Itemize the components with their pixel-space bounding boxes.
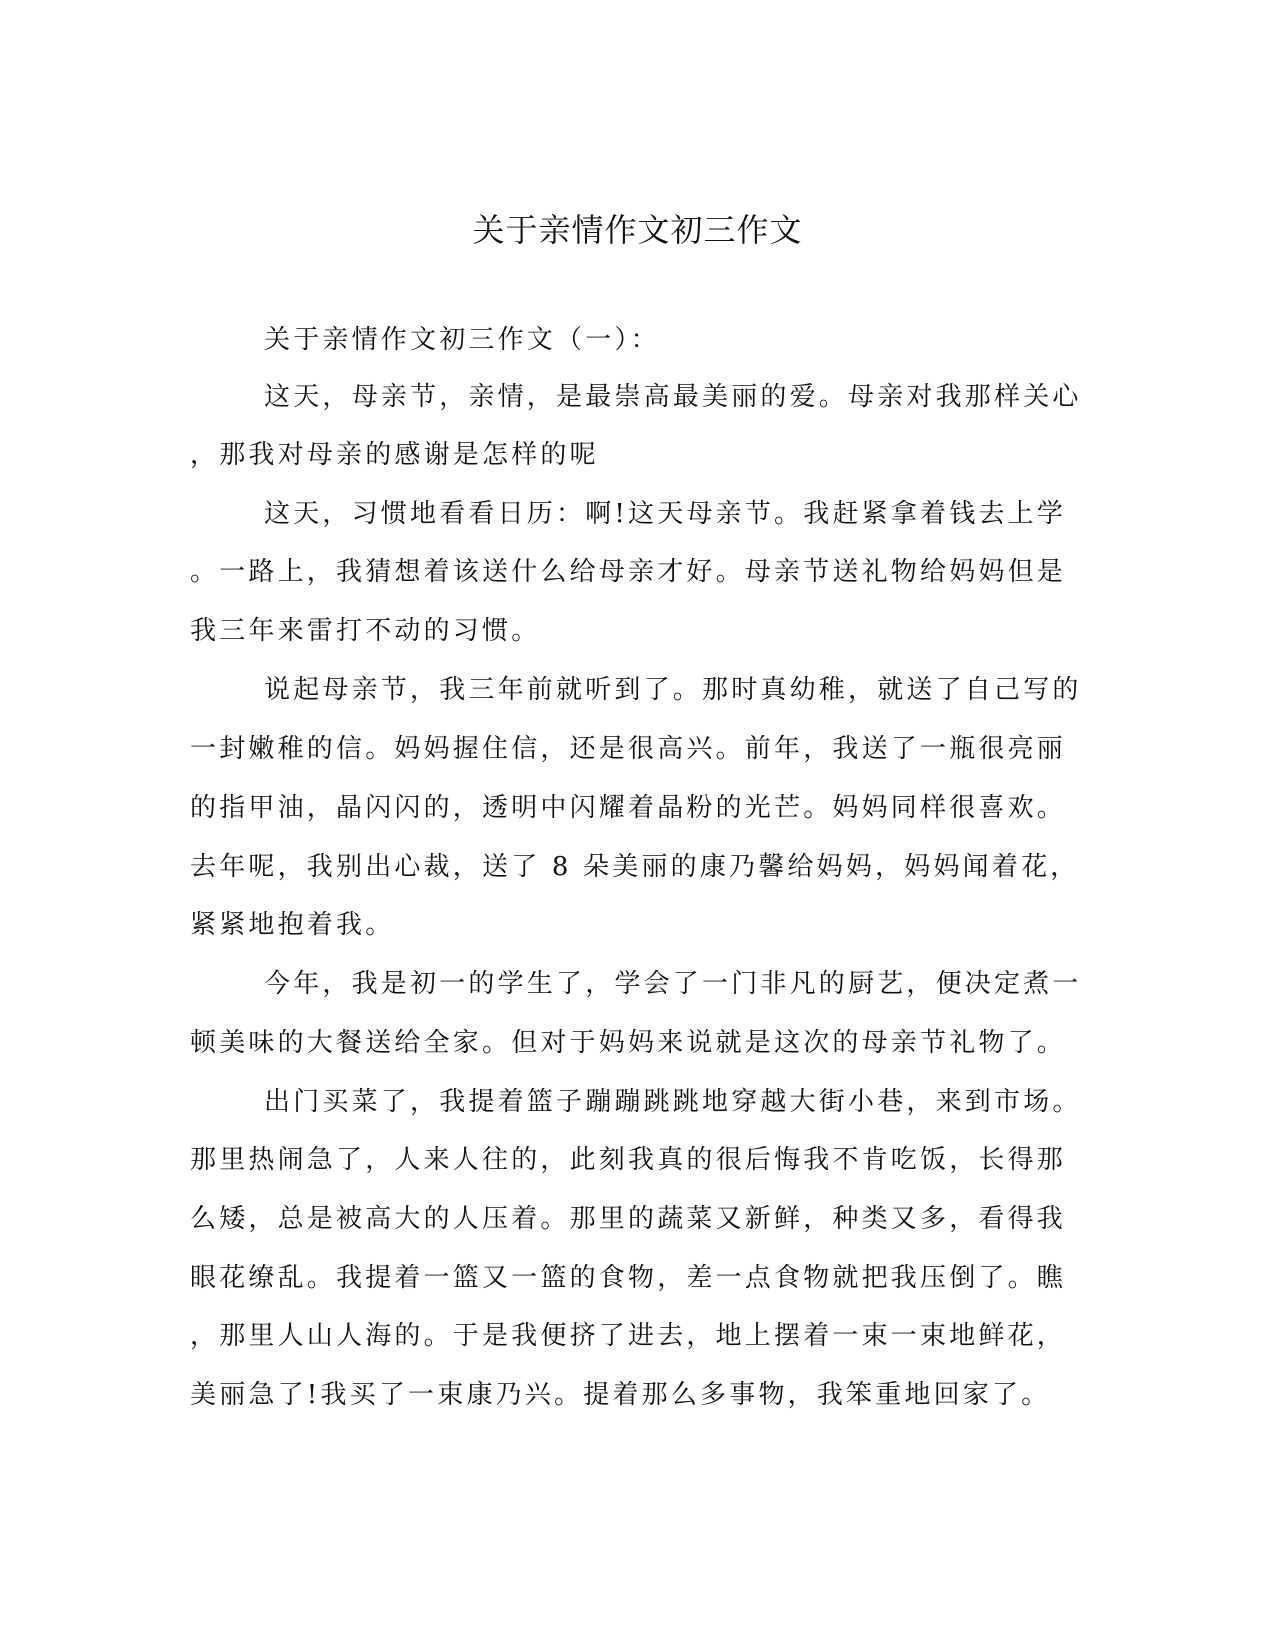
text-line: 眼花缭乱。我提着一篮又一篮的食物，差一点食物就把我压倒了。瞧 [190, 1263, 1067, 1293]
text-line: 我三年来雷打不动的习惯。 [190, 616, 541, 646]
text-line: 顿美味的大餐送给全家。但对于妈妈来说就是这次的母亲节礼物了。 [190, 1028, 1067, 1058]
section-heading: 关于亲情作文初三作文（一）： [264, 325, 660, 355]
text-line: ，那我对母亲的感谢是怎样的呢 [190, 440, 599, 470]
text-line: 这天，习惯地看看日历：啊!这天母亲节。我赶紧拿着钱去上学 [264, 499, 1067, 529]
text-line: 的指甲油，晶闪闪的，透明中闪耀着晶粉的光芒。妈妈同样很喜欢。 [190, 793, 1067, 823]
text-line: 一封嫩稚的信。妈妈握住信，还是很高兴。前年，我送了一瓶很亮丽 [190, 734, 1067, 764]
text-line: 这天，母亲节，亲情，是最崇高最美丽的爱。母亲对我那样关心 [264, 382, 1082, 412]
text-line: 去年呢，我别出心裁，送了 8 朵美丽的康乃馨给妈妈，妈妈闻着花， [190, 852, 1080, 882]
text-line: 么矮，总是被高大的人压着。那里的蔬菜又新鲜，种类又多，看得我 [190, 1204, 1067, 1234]
document-title: 关于亲情作文初三作文 [472, 211, 803, 249]
text-line: 。一路上，我猜想着该送什么给母亲才好。母亲节送礼物给妈妈但是 [190, 557, 1067, 587]
text-line: 今年，我是初一的学生了，学会了一门非凡的厨艺，便决定煮一 [264, 969, 1082, 999]
text-line: 说起母亲节，我三年前就听到了。那时真幼稚，就送了自己写的 [264, 675, 1082, 705]
text-line: 紧紧地抱着我。 [190, 910, 395, 940]
text-line: 出门买菜了，我提着篮子蹦蹦跳跳地穿越大街小巷，来到市场。 [264, 1087, 1082, 1117]
text-line: ，那里人山人海的。于是我便挤了进去，地上摆着一束一束地鲜花， [190, 1321, 1067, 1351]
text-line: 美丽急了!我买了一束康乃兴。提着那么多事物，我笨重地回家了。 [190, 1380, 1051, 1410]
text-line: 那里热闹急了，人来人往的，此刻我真的很后悔我不肯吃饭，长得那 [190, 1145, 1067, 1175]
